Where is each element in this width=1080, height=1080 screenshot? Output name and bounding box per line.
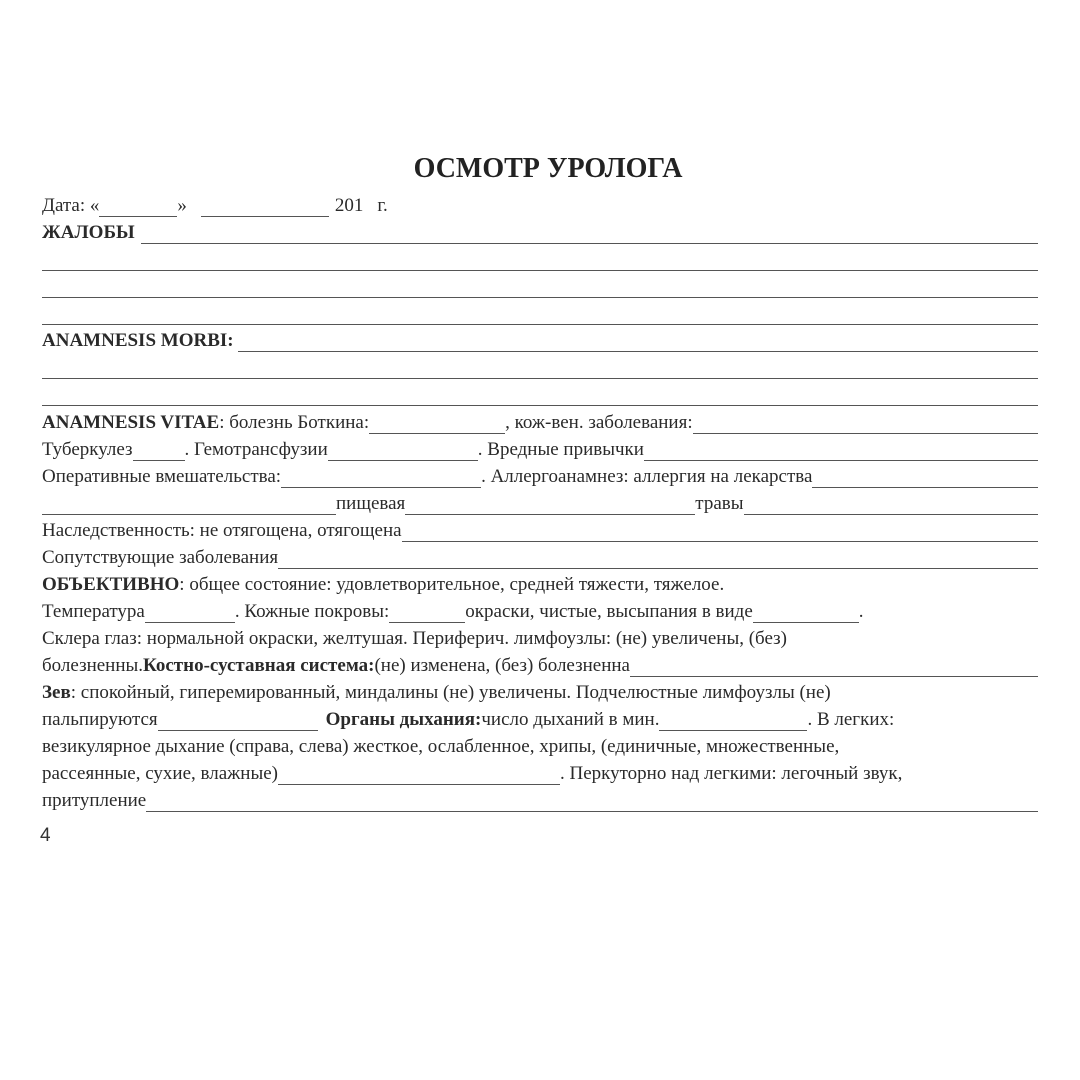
anamnesis-vitae-line-4 [42,493,1038,515]
comorbid-label: Сопутствующие заболевания [42,547,279,568]
allergy-drugs-cont-field[interactable] [42,497,336,515]
objective-line-1 [42,574,1038,596]
complaints-line-4[interactable] [42,324,1038,325]
percussion-text: . Перкуторно над легкими: легочный звук, [559,763,903,784]
comorbid-field[interactable] [278,551,1038,569]
anamnesis-vitae-line-5 [42,520,1038,542]
objective-line-2 [42,601,1038,623]
heredity-label: Наследственность: не отягощена, отягощена [42,520,402,541]
herbs-allergy-field[interactable] [744,497,1038,515]
complaints-field[interactable] [141,226,1038,244]
anamnesis-vitae-line-2 [42,439,1038,461]
musculoskeletal-text: (не) изменена, (без) болезненна [374,655,630,676]
objective-line-3 [42,628,1038,650]
surgery-label: Оперативные вмешательства: [42,466,282,487]
tuberculosis-field[interactable] [133,443,185,461]
anamnesis-vitae-line-6 [42,547,1038,569]
objective-line-8 [42,763,1038,785]
musculoskeletal-label: Костно-суставная система: [143,655,375,676]
resp-rate-field[interactable] [659,713,807,731]
palpable-field[interactable] [158,713,318,731]
breathing-text: везикулярное дыхание (справа, слева) жесткое, ослабленное, хрипы, (единичные, множественные, [42,736,840,757]
date-year-suffix: г. [377,195,388,216]
painless-text: болезненны. [42,655,144,676]
food-allergy-label: пищевая [336,493,406,514]
general-state-text: : общее состояние: удовлетворительное, средней тяжести, тяжелое. [179,574,725,595]
complaints-label: ЖАЛОБЫ [42,222,135,243]
date-month-field[interactable] [201,199,329,217]
transfusion-field[interactable] [328,443,478,461]
date-close-quote: » [177,195,187,216]
date-label: Дата: « [42,195,100,216]
rash-field[interactable] [753,605,859,623]
allergy-drugs-field[interactable] [812,470,1038,488]
skin-ven-label: , кож-вен. заболевания: [505,412,693,433]
respiratory-label: Органы дыхания: [325,709,482,730]
page-number: 4 [40,825,51,846]
sclera-text: Склера глаз: нормальной окраски, желтушая. Периферич. лимфоузлы: (не) увеличены, (без) [42,628,787,649]
skin-color-field[interactable] [389,605,465,623]
anamnesis-vitae-label: ANAMNESIS VITAE [42,412,220,433]
objective-line-5 [42,682,1038,704]
complaints-line-3[interactable] [42,297,1038,298]
lungs-label: . В легких: [807,709,895,730]
palpable-text: пальпируются [42,709,158,730]
objective-line-7 [42,736,1038,758]
herbs-allergy-label: травы [695,493,744,514]
date-year: 201 [334,195,364,216]
rales-text: рассеянные, сухие, влажные) [42,763,278,784]
anamnesis-morbi-line [42,330,1038,352]
page-title: ОСМОТР УРОЛОГА [413,153,683,184]
objective-label: ОБЪЕКТИВНО [42,574,180,595]
habits-label: . Вредные привычки [477,439,644,460]
date-line [42,195,1038,217]
anamnesis-vitae-line-3 [42,466,1038,488]
anamnesis-vitae-line-1 [42,412,1038,434]
complaints-line-2[interactable] [42,270,1038,271]
musculoskeletal-field[interactable] [630,659,1038,677]
transfusion-label: . Гемотрансфузии [184,439,328,460]
pharynx-label: Зев [42,682,71,703]
anamnesis-morbi-field[interactable] [238,334,1038,352]
temperature-label: Температура [42,601,145,622]
complaints-line [42,222,1038,244]
resp-rate-label: число дыханий в мин. [481,709,660,730]
dullness-text: притупление [42,790,147,811]
skin-ven-field[interactable] [693,416,1038,434]
botkin-field[interactable] [369,416,505,434]
botkin-label: : болезнь Боткина: [219,412,370,433]
objective-line-4 [42,655,1038,677]
anamnesis-morbi-label: ANAMNESIS MORBI: [42,330,234,351]
tuberculosis-label: Туберкулез [42,439,133,460]
date-day-field[interactable] [99,199,177,217]
objective-line-9 [42,790,1038,812]
skin-end: . [858,601,864,622]
temperature-field[interactable] [145,605,235,623]
heredity-field[interactable] [402,524,1038,542]
skin-rest-text: окраски, чистые, высыпания в виде [465,601,753,622]
pharynx-text: : спокойный, гиперемированный, миндалины (не) увеличены. Подчелюстные лимфоузлы (не) [70,682,831,703]
anamnesis-morbi-line-2[interactable] [42,378,1038,379]
allergy-label: . Аллергоанамнез: аллергия на лекарства [481,466,813,487]
dullness-field[interactable] [146,794,1038,812]
rales-field[interactable] [278,767,560,785]
food-allergy-field[interactable] [405,497,695,515]
surgery-field[interactable] [281,470,481,488]
objective-line-6 [42,709,1038,731]
habits-field[interactable] [644,443,1038,461]
anamnesis-morbi-line-3[interactable] [42,405,1038,406]
skin-label: . Кожные покровы: [234,601,390,622]
